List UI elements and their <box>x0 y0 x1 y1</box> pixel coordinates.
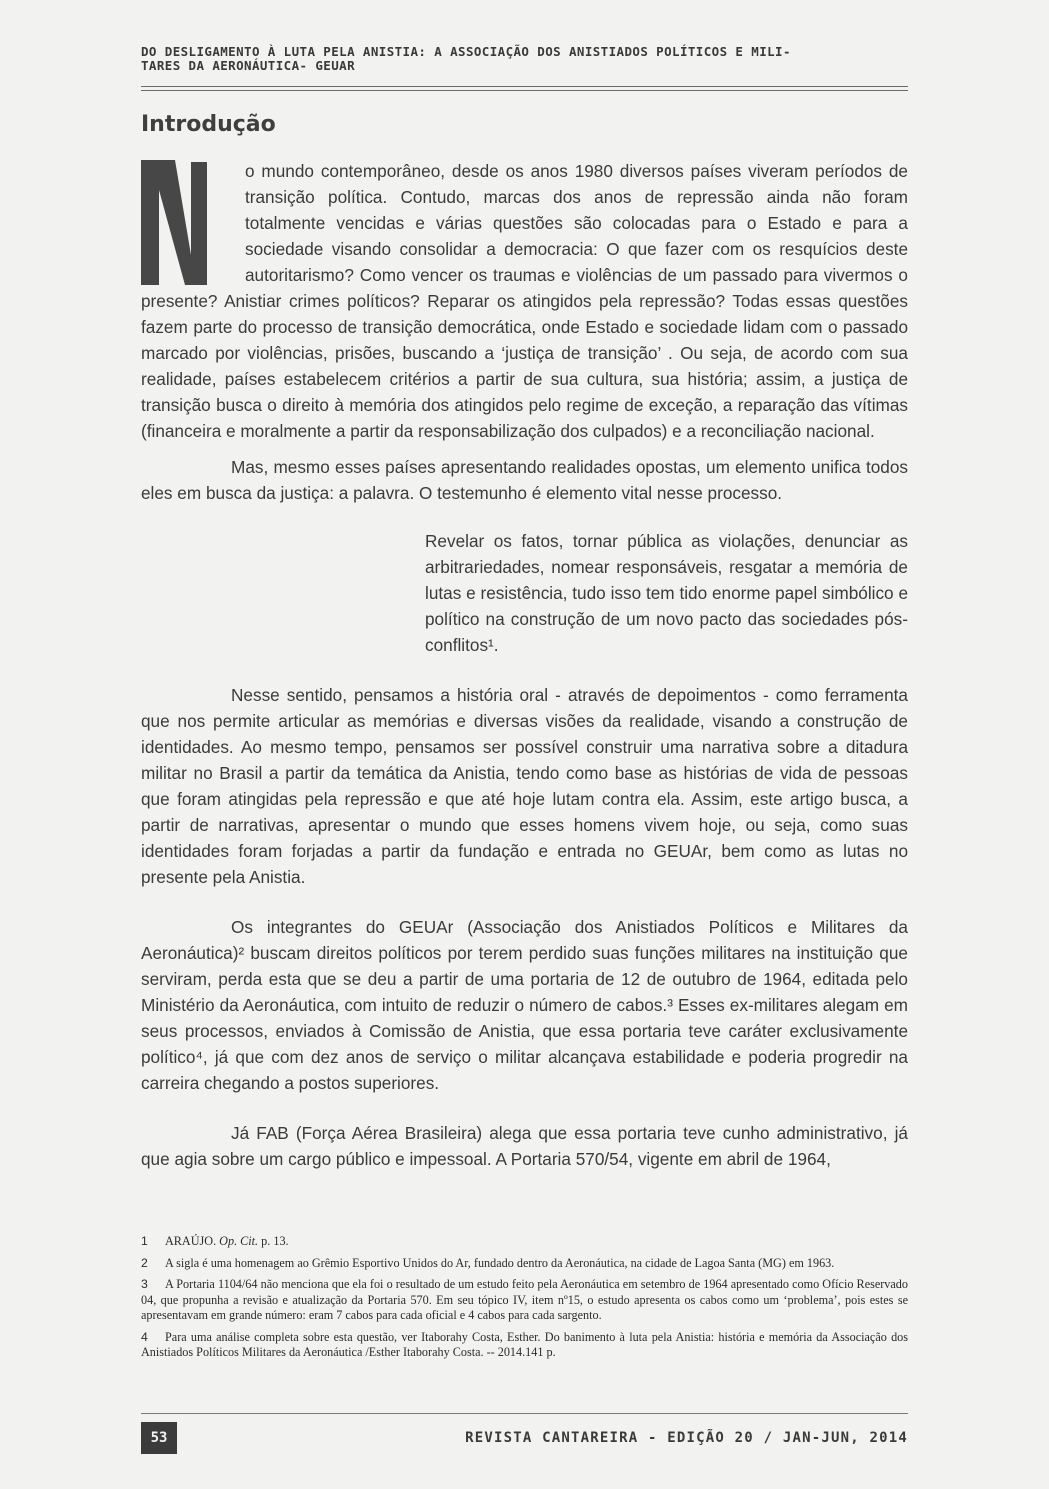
footnote-text: A Portaria 1104/64 não menciona que ela foi o resultado de um estudo feito pela Aeronáutica em setembro de 1964 apresentado como Ofício Reservado 04, que propunha a revisão e atualização da Portaria 570. Em seu tópico IV, item nº15, o estudo apresenta os cabos como um ‘problema’, pois estes se apresentavam em grande número: eram 7 cabos para cada oficial e 4 cabos para cada sargento. <box>141 1277 908 1322</box>
footnote-2 <box>141 1256 908 1272</box>
dropcap-glyph <box>141 160 207 285</box>
journal-page <box>141 0 908 1489</box>
paragraph-1 <box>141 158 908 444</box>
footnote-number: 4 <box>141 1329 148 1344</box>
footnote-number: 3 <box>141 1277 148 1291</box>
running-head-line-2: TARES DA AERONÁUTICA- GEUAR <box>141 58 355 73</box>
footnote-1 <box>141 1234 908 1250</box>
footnote-number: 1 <box>141 1234 148 1248</box>
section-title: Introdução <box>141 112 276 137</box>
footnote-author: ARAÚJO. <box>165 1234 220 1248</box>
journal-name: REVISTA CANTAREIRA - EDIÇÃO 20 / JAN-JUN, 2014 <box>465 1430 908 1446</box>
running-head-line-1: DO DESLIGAMENTO À LUTA PELA ANISTIA: A ASSOCIAÇÃO DOS ANISTIADOS POLÍTICOS E MILI- <box>141 44 791 59</box>
footnote-text: p. 13. <box>258 1234 289 1248</box>
footer-rule <box>141 1413 908 1414</box>
footnote-text: A sigla é uma homenagem ao Grêmio Esportivo Unidos do Ar, fundado dentro da Aeronáutica, na cidade de Lagoa Santa (MG) em 1963. <box>165 1255 835 1270</box>
paragraph-1-text: o mundo contemporâneo, desde os anos 1980 diversos países viveram períodos de transição política. Contudo, marcas dos anos de repressão ainda não foram totalmente vencidas e várias questões são colocadas para o Estado e para a sociedade visando consolidar a democracia: O que fazer com os resquícios deste autoritarismo? Como vencer os traumas e violências de um passado para vivermos o presente? Anistiar crimes políticos? Reparar os atingidos pela repressão? Todas essas questões fazem parte do processo de transição democrática, onde Estado e sociedade lidam com o passado marcado por violências, prisões, buscando a ‘justiça de transição’ . Ou seja, de acordo com sua realidade, países estabelecem critérios a partir de sua cultura, sua história; assim, a justiça de transição busca o direito à memória dos atingidos pelo regime de exceção, a reparação das vítimas (financeira e moralmente a partir da responsabilização dos culpados) e a reconciliação nacional. <box>141 161 908 441</box>
paragraph-2: Mas, mesmo esses países apresentando realidades opostas, um elemento unifica todos eles em busca da justiça: a palavra. O testemunho é elemento vital nesse processo. <box>141 457 908 503</box>
running-head <box>141 45 908 73</box>
paragraph-4: Os integrantes do GEUAr (Associação dos Anistiados Políticos e Militares da Aeronáutica)² buscam direitos políticos por terem perdido suas funções militares na instituição que serviram, perda esta que se deu a partir de uma portaria de 12 de outubro de 1964, editada pelo Ministério da Aeronáutica, com intuito de reduzir o número de cabos.³ Esses ex-militares alegam em seus processos, enviados à Comissão de Anistia, que essa portaria teve caráter exclusivamente político⁴, já que com dez anos de serviço o militar alcançava estabilidade e poderia progredir na carreira chegando a postos superiores. <box>141 917 908 1093</box>
footnotes <box>141 1234 908 1367</box>
footnote-4 <box>141 1330 908 1361</box>
footnote-text: Para uma análise completa sobre esta questão, ver Itaborahy Costa, Esther. Do banimento à luta pela Anistia: história e memória da Associação dos Anistiados Políticos Militares da Aeronáutica /Esther Itaborahy Costa. -- 2014.141 p. <box>141 1329 908 1359</box>
article-body <box>141 158 908 1172</box>
block-quote: Revelar os fatos, tornar pública as violações, denunciar as arbitrariedades, nomear responsáveis, resgatar a memória de lutas e resistência, tudo isso tem tido enorme papel simbólico e político na construção de um novo pacto das sociedades pós-conflitos¹. <box>425 531 908 655</box>
footnote-number: 2 <box>141 1255 148 1270</box>
dropcap <box>141 160 207 285</box>
paragraph-3: Nesse sentido, pensamos a história oral - através de depoimentos - como ferramenta que nos permite articular as memórias e diversas visões da realidade, visando a construção de identidades. Ao mesmo tempo, pensamos ser possível construir uma narrativa sobre a ditadura militar no Brasil a partir da temática da Anistia, tendo como base as histórias de vida de pessoas que foram atingidas pela repressão e que até hoje lutam contra ela. Assim, este artigo busca, a partir de narrativas, apresentar o mundo que esses homens vivem hoje, ou seja, como suas identidades foram forjadas a partir da fundação e entrada no GEUAr, bem como as lutas no presente pela Anistia. <box>141 685 908 887</box>
header-rule-bottom <box>141 90 908 91</box>
header-rule-top <box>141 86 908 87</box>
footnote-3 <box>141 1277 908 1324</box>
paragraph-5: Já FAB (Força Aérea Brasileira) alega que essa portaria teve cunho administrativo, já que agia sobre um cargo público e impessoal. A Portaria 570/54, vigente em abril de 1964, <box>141 1123 908 1169</box>
page-number: 53 <box>141 1422 177 1454</box>
footnote-italic: Op. Cit. <box>219 1234 259 1248</box>
